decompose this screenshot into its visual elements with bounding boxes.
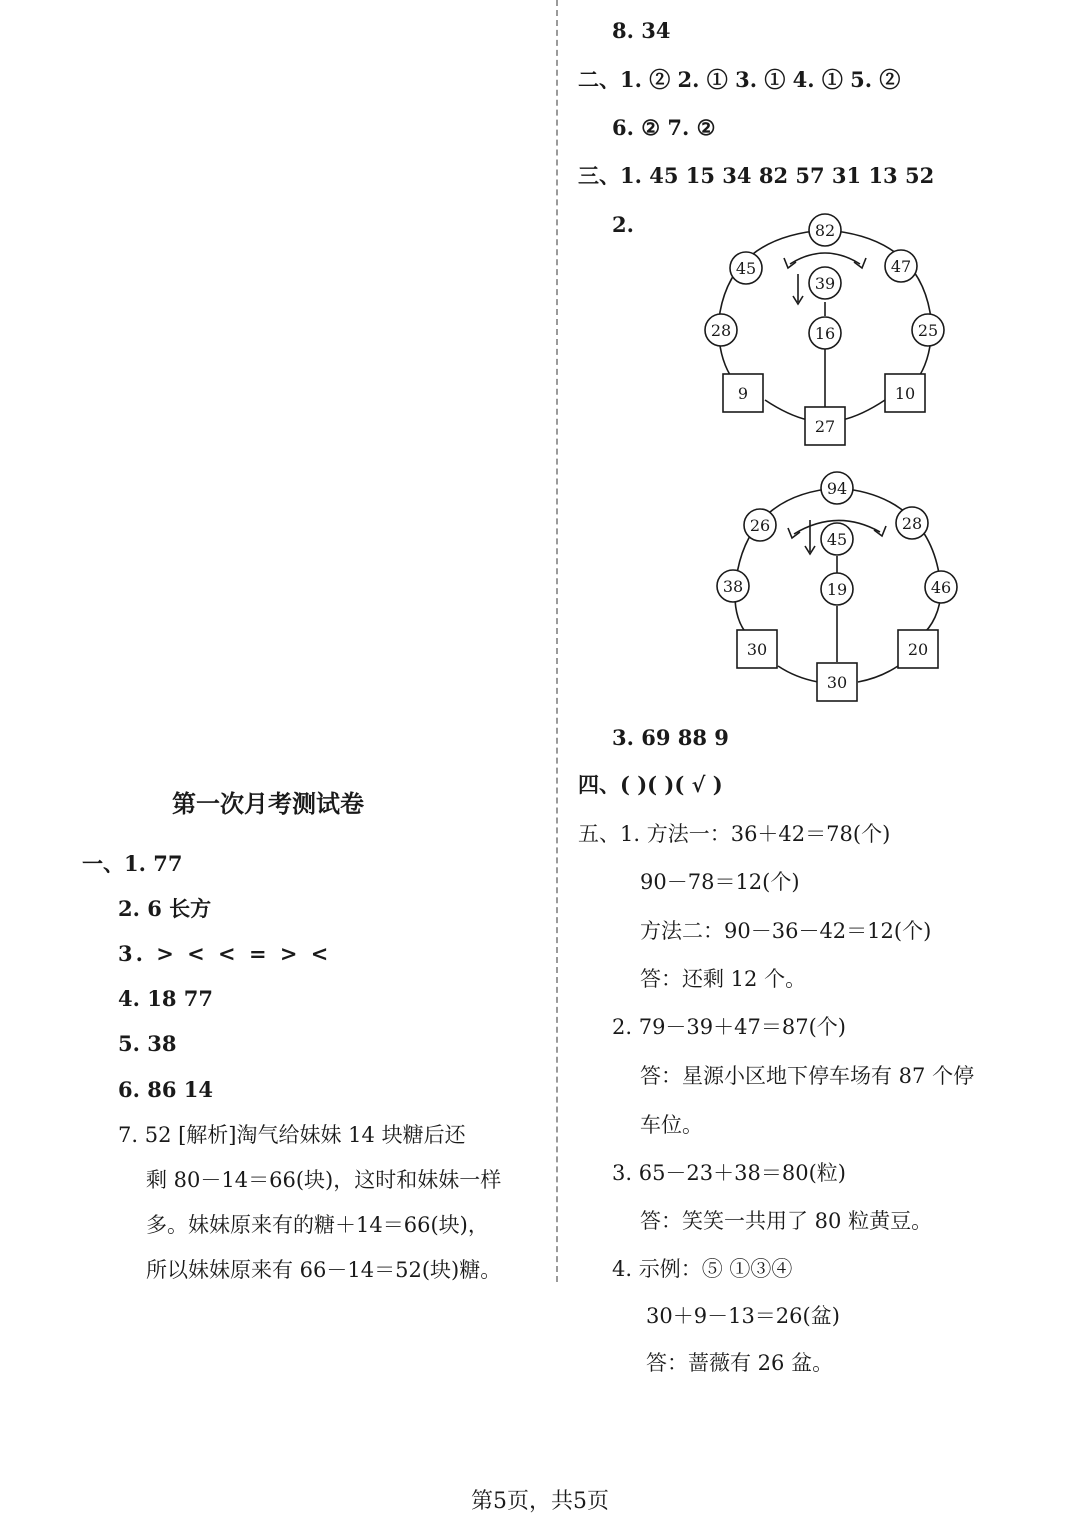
- box-value: 27: [814, 417, 836, 436]
- answer-line: 90－78＝12(个): [640, 870, 800, 894]
- answer-line: 剩 80－14＝66(块)，这时和妹妹一样: [146, 1168, 502, 1192]
- answer-line: 6. ② 7. ②: [612, 115, 716, 140]
- ring-path: [842, 400, 885, 420]
- ring-path: [825, 230, 931, 392]
- answer-line: 二、1. ② 2. ① 3. ① 4. ① 5. ②: [578, 67, 901, 92]
- answer-line: 三、1. 45 15 34 82 57 31 13 52: [578, 163, 935, 188]
- ring-path: [837, 488, 941, 638]
- answer-line: 4. 18 77: [118, 986, 213, 1011]
- ring-path: [858, 666, 898, 682]
- node-value: 38: [722, 577, 744, 596]
- answer-line: 所以妹妹原来有 66－14＝52(块)糖。: [146, 1258, 502, 1282]
- node-value: 47: [890, 257, 912, 276]
- node-value: 16: [814, 324, 836, 343]
- box-value: 20: [907, 640, 929, 659]
- answer-line: 3. 69 88 9: [612, 725, 729, 750]
- ring-path: [765, 400, 808, 420]
- node-value: 45: [826, 530, 848, 549]
- section-title: 第一次月考测试卷: [172, 789, 364, 818]
- ring-path: [778, 666, 818, 682]
- answer-line: 3. 65－23＋38＝80(粒): [612, 1161, 846, 1185]
- ring-path: [735, 488, 837, 638]
- answer-line: 2.: [612, 212, 634, 237]
- arc-arrow: [790, 253, 860, 264]
- ring-path: [719, 230, 825, 392]
- answer-line: 多。妹妹原来有的糖＋14＝66(块)，: [146, 1213, 489, 1237]
- node-value: 39: [814, 274, 836, 293]
- box-value: 30: [746, 640, 768, 659]
- answer-line: 四、( )( )( √ ): [578, 772, 723, 797]
- box-value: 10: [894, 384, 916, 403]
- page-footer: 第5页，共5页: [471, 1489, 609, 1514]
- answer-line: 方法二：90－36－42＝12(个): [640, 919, 932, 943]
- node-value: 45: [735, 259, 757, 278]
- arrow-head: [788, 528, 800, 538]
- node-value: 28: [901, 514, 923, 533]
- answer-line: 车位。: [640, 1113, 703, 1137]
- node-value: 26: [749, 516, 771, 535]
- node-value: 25: [917, 321, 939, 340]
- column-divider: [556, 0, 558, 1282]
- answer-line: 5. 38: [118, 1031, 177, 1056]
- answer-line: 五、1. 方法一：36＋42＝78(个): [578, 822, 891, 846]
- answer-line: 答：还剩 12 个。: [640, 967, 807, 991]
- number-ring-diagram-1: [690, 212, 970, 452]
- answer-line: 答：星源小区地下停车场有 87 个停: [640, 1064, 975, 1088]
- node-value: 94: [826, 479, 848, 498]
- node-value: 82: [814, 221, 836, 240]
- arrow-head: [874, 526, 886, 536]
- answer-line: 30＋9－13＝26(盆): [646, 1304, 840, 1328]
- answer-line: 7. 52 [解析]淘气给妹妹 14 块糖后还: [118, 1123, 466, 1147]
- answer-line: 8. 34: [612, 18, 671, 43]
- node-value: 28: [710, 321, 732, 340]
- answer-line: 答：笑笑一共用了 80 粒黄豆。: [640, 1209, 933, 1233]
- box-value: 30: [826, 673, 848, 692]
- box-value: 9: [737, 384, 749, 403]
- answer-line: 2. 6 长方: [118, 896, 212, 921]
- number-ring-diagram-2: [690, 470, 970, 710]
- answer-line: 一、1. 77: [82, 851, 183, 876]
- answer-line: 答：蔷薇有 26 盆。: [646, 1351, 834, 1375]
- node-value: 46: [930, 578, 952, 597]
- answer-line: 2. 79－39＋47＝87(个): [612, 1015, 846, 1039]
- answer-line: 6. 86 14: [118, 1077, 213, 1102]
- arrow-head: [784, 258, 796, 268]
- answer-line: 3. > < < = > <: [118, 941, 332, 966]
- node-value: 19: [826, 580, 848, 599]
- answer-line: 4. 示例：⑤ ①③④: [612, 1257, 793, 1281]
- arrow-head: [854, 258, 866, 268]
